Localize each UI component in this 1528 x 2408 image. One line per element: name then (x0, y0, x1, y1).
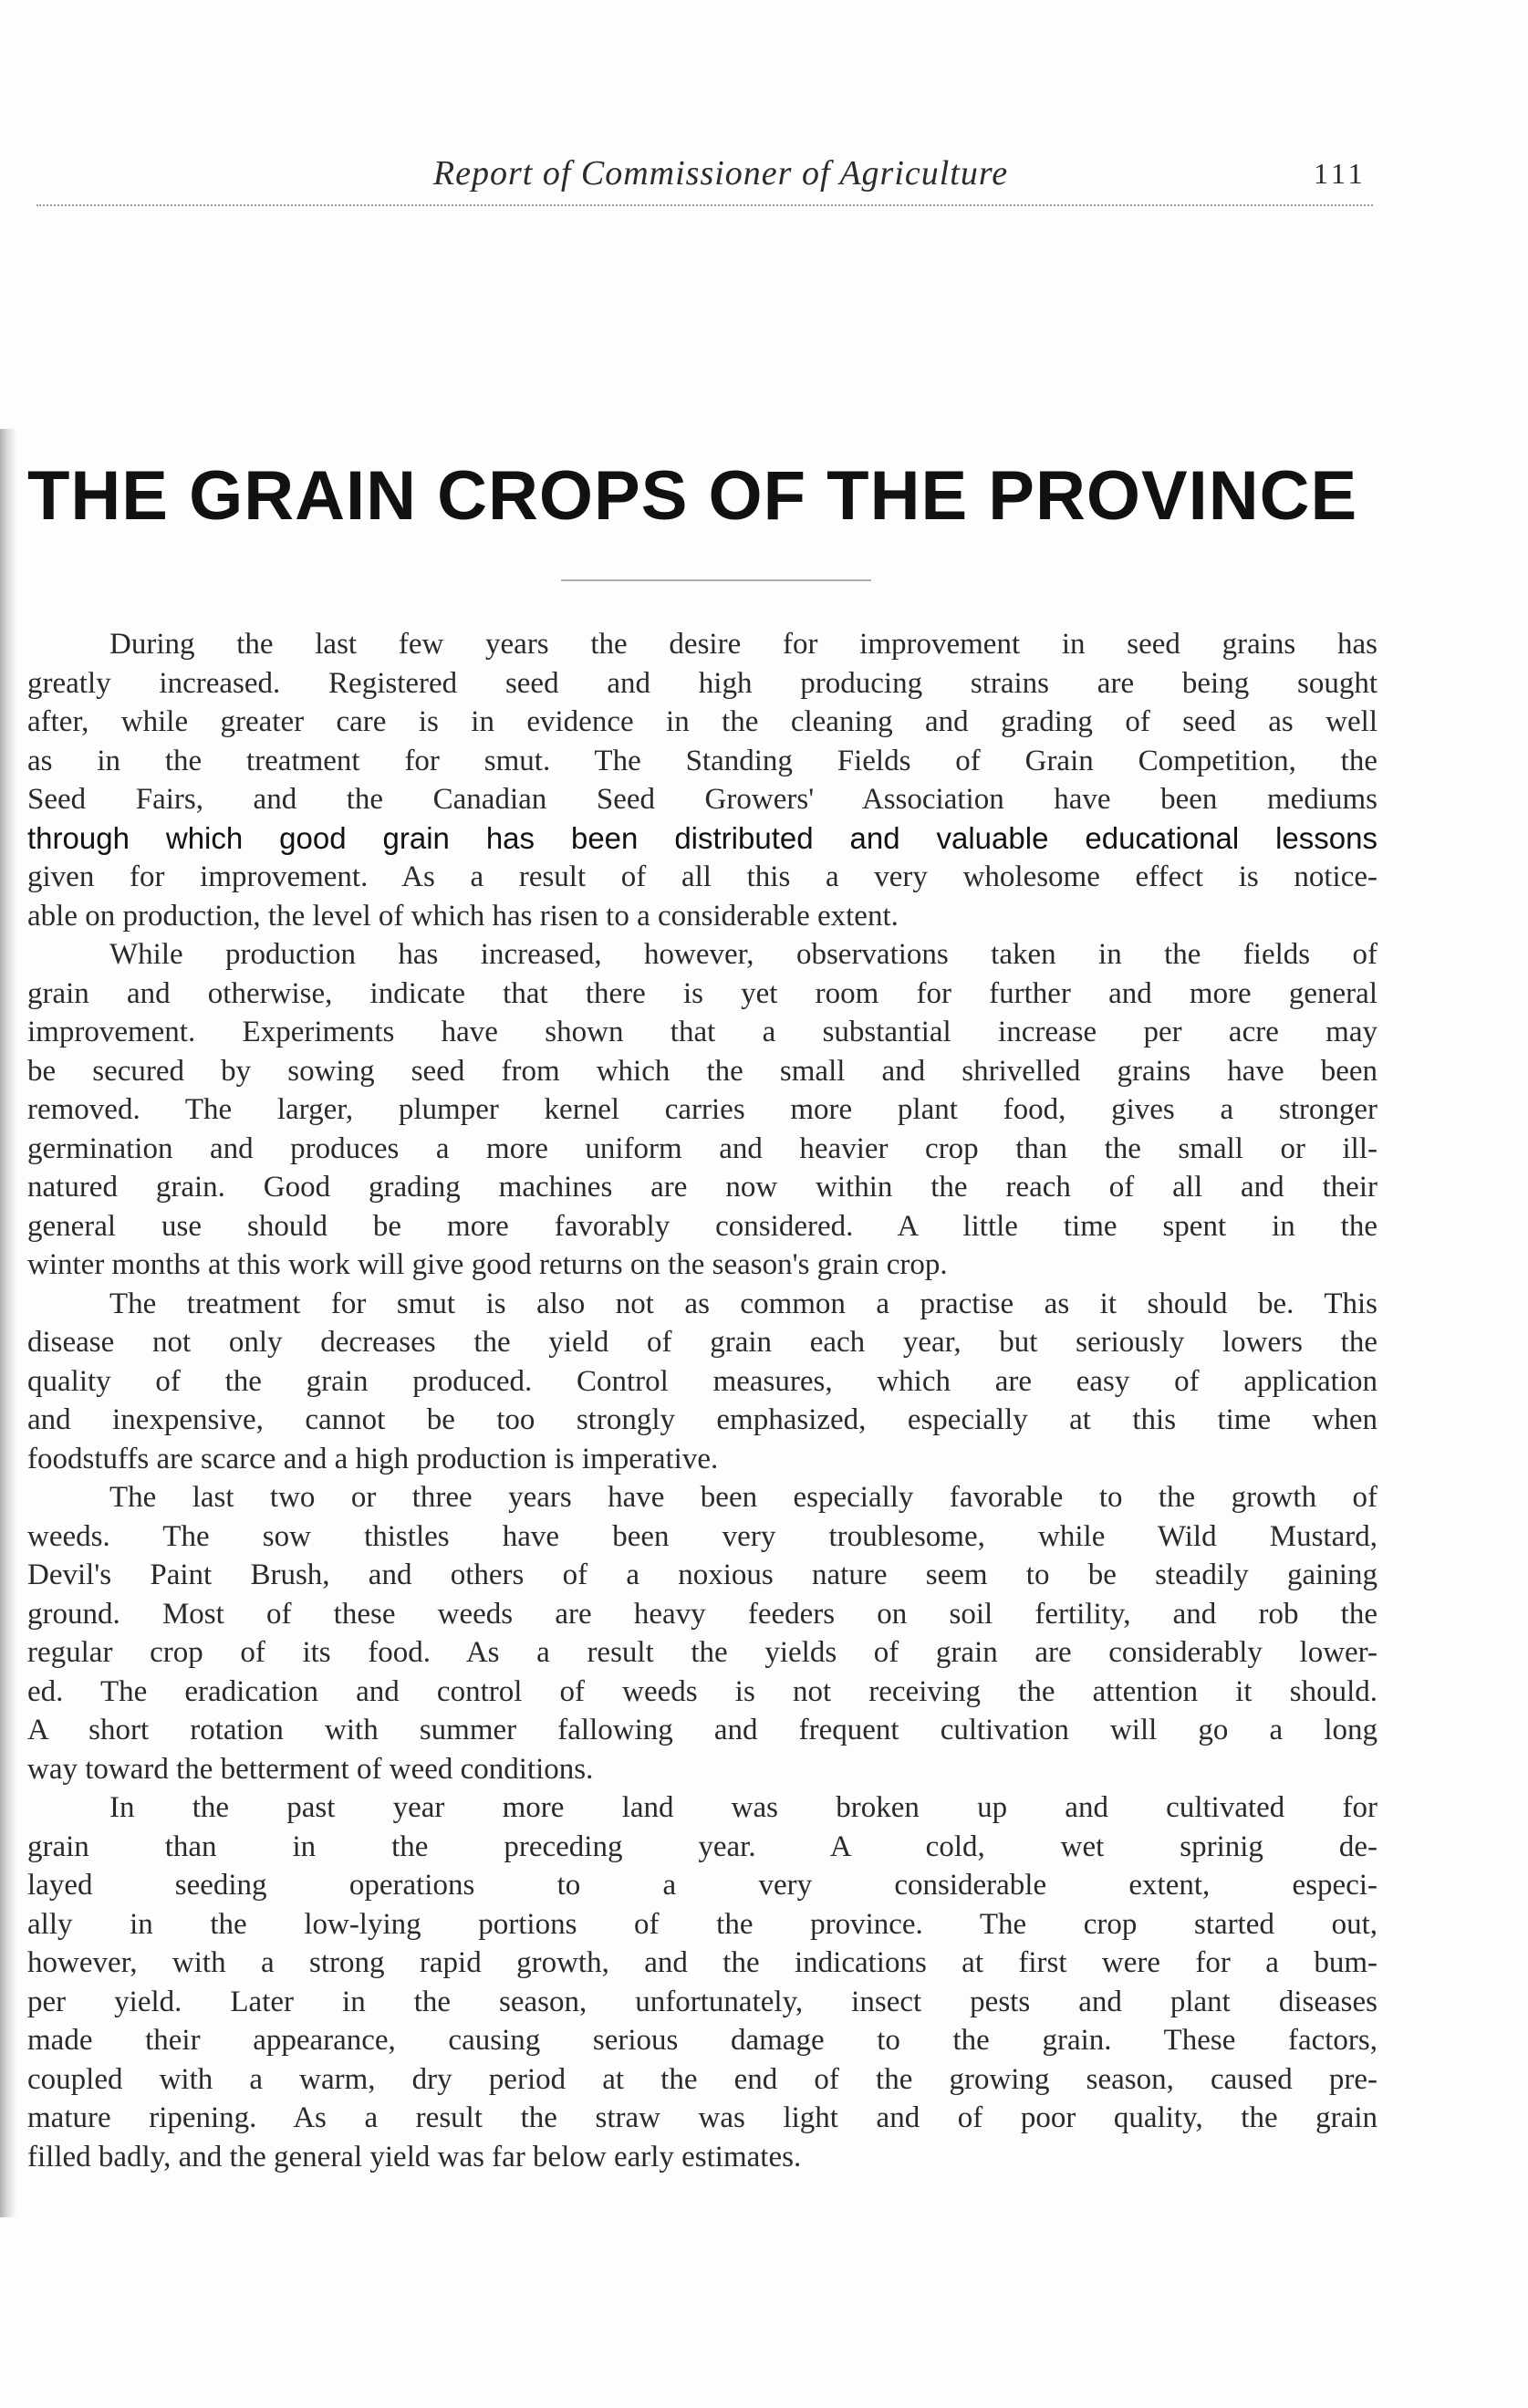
scan-edge-shadow (0, 429, 16, 2217)
text-line: weeds. The sow thistles have been very troublesome, while Wild Mustard, (27, 1519, 1377, 1553)
text-line: A short rotation with summer fallowing and frequent cultivation will go a long (27, 1714, 1377, 1746)
text-line: Devil's Paint Brush, and others of a noxious nature seem to be steadily gaining (27, 1558, 1377, 1591)
text-line: ally in the low-lying portions of the province. The crop started out, (27, 1907, 1377, 1941)
text-line: mature ripening. As a result the straw was light and of poor quality, the grain (27, 2101, 1377, 2134)
text-line: after, while greater care is in evidence in the cleaning and grading of seed as well (27, 705, 1377, 738)
text-line: germination and produces a more uniform and heavier crop than the small or ill- (27, 1131, 1377, 1165)
text-line: layed seeding operations to a very considerable extent, especi- (27, 1869, 1377, 1902)
text-line: given for improvement. As a result of all this a very wholesome effect is notice- (27, 860, 1377, 893)
text-line: coupled with a warm, dry period at the end of the growing season, caused pre- (27, 2062, 1377, 2096)
text-line: per yield. Later in the season, unfortunately, insect pests and plant diseases (27, 1985, 1377, 2018)
header-rule (36, 204, 1373, 206)
title-divider (561, 579, 871, 581)
text-line: removed. The larger, plumper kernel carries more plant food, gives a stronger (27, 1093, 1377, 1126)
text-line: ground. Most of these weeds are heavy feeders on soil fertility, and rob the (27, 1597, 1377, 1631)
text-line: In the past year more land was broken up and cultivated for (109, 1791, 1377, 1824)
text-line: as in the treatment for smut. The Standing Fields of Grain Competition, the (27, 744, 1377, 777)
text-line: grain than in the preceding year. A cold, wet sprinig de- (27, 1829, 1377, 1863)
text-line: natured grain. Good grading machines are now within the reach of all and their (27, 1171, 1377, 1204)
text-line: quality of the grain produced. Control measures, which are easy of application (27, 1364, 1377, 1398)
text-line: The last two or three years have been especially favorable to the growth of (109, 1481, 1377, 1514)
running-head: Report of Commissioner of Agriculture (432, 154, 1009, 193)
text-line: however, with a strong rapid growth, and the indications at first were for a bum- (27, 1946, 1377, 1979)
text-line: filled badly, and the general yield was far below early estimates. (27, 2140, 802, 2173)
text-line: able on production, the level of which has risen to a considerable extent. (27, 899, 899, 933)
text-line: foodstuffs are scarce and a high production is imperative. (27, 1442, 719, 1475)
page-number: 111 (1314, 157, 1367, 190)
text-line: through which good grain has been distributed and valuable educational lessons (27, 820, 1377, 855)
text-line: regular crop of its food. As a result the yields of grain are considerably lower- (27, 1636, 1377, 1669)
text-line: improvement. Experiments have shown that a substantial increase per acre may (27, 1016, 1377, 1048)
text-line: general use should be more favorably considered. A little time spent in the (27, 1209, 1377, 1243)
text-line: grain and otherwise, indicate that there is yet room for further and more general (27, 976, 1377, 1010)
text-line: During the last few years the desire for improvement in seed grains has (109, 628, 1377, 661)
text-line: made their appearance, causing serious damage to the grain. These factors, (27, 2024, 1377, 2057)
text-line: Seed Fairs, and the Canadian Seed Growers' Association have been mediums (27, 783, 1377, 816)
text-line: winter months at this work will give good returns on the season's grain crop. (27, 1248, 948, 1281)
article-title: THE GRAIN CROPS OF THE PROVINCE (27, 457, 1358, 535)
text-line: disease not only decreases the yield of grain each year, but seriously lowers the (27, 1326, 1377, 1359)
article-body (27, 625, 1377, 2176)
text-line: ed. The eradication and control of weeds is not receiving the attention it should. (27, 1674, 1377, 1708)
text-line: way toward the betterment of weed conditions. (27, 1752, 594, 1786)
text-line: be secured by sowing seed from which the small and shrivelled grains have been (27, 1054, 1377, 1088)
text-line: and inexpensive, cannot be too strongly emphasized, especially at this time when (27, 1403, 1377, 1436)
text-line: The treatment for smut is also not as common a practise as it should be. This (109, 1287, 1377, 1320)
text-line: greatly increased. Registered seed and high producing strains are being sought (27, 666, 1377, 700)
text-line: While production has increased, however, observations taken in the fields of (109, 938, 1377, 971)
